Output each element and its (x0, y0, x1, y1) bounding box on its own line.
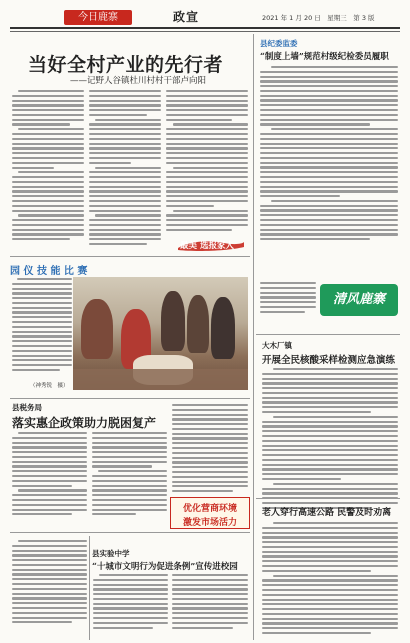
elderly-body (262, 522, 398, 637)
masthead (10, 4, 400, 44)
slogan-box (170, 497, 250, 529)
column-divider-right (253, 34, 254, 640)
discipline-body-tail (260, 282, 316, 315)
discipline-body (260, 66, 398, 243)
slogan-line-2: 激发市场活力 (182, 518, 237, 528)
bureau-headline: 落实惠企政策助力脱困复产 (12, 416, 157, 430)
school-headline: “十城市文明行为促进条例”宣传进校园 (92, 562, 238, 572)
lead-subheadline: ——记野人谷镇杜川村村干部卢向阳 (70, 76, 207, 86)
lower-left-body (12, 540, 87, 626)
campaign-stamp (176, 237, 246, 253)
discipline-headline: “制度上墙”规范村级纪检委员履职 (260, 52, 389, 62)
slogan-line-1: 优化营商环境 (182, 504, 237, 514)
divider-lead (10, 256, 250, 257)
school-body-col-1 (93, 574, 168, 631)
divider-lower-left (89, 536, 90, 640)
lead-body-col-3 (166, 90, 248, 233)
elderly-headline: 老人穿行高速公路 民警及时劝离 (262, 508, 392, 518)
bureau-body-col-2 (92, 432, 167, 518)
paper-logo: 今日鹿寨 (64, 10, 132, 25)
lead-body-col-2 (89, 90, 161, 248)
clean-government-text: 清风鹿寨 (332, 292, 385, 307)
photo-kicker: 园 仪 技 能 比 赛 (10, 266, 88, 277)
school-body-col-2 (172, 574, 248, 631)
divider-discipline (256, 334, 400, 335)
clean-government-box (320, 284, 398, 316)
divider-bureau (10, 532, 250, 533)
factory-kicker: 大木厂镇 (262, 341, 292, 350)
school-kicker: 县实验中学 (92, 549, 130, 558)
bureau-body-col-1 (12, 432, 87, 518)
divider-photo (10, 398, 250, 399)
campaign-stamp-text: 最美 选报家人 (180, 241, 234, 251)
discipline-kicker: 县纪委监委 (260, 39, 298, 48)
bureau-kicker: 县税务局 (12, 403, 42, 412)
lead-body-col-1 (12, 90, 84, 243)
masthead-rule (10, 27, 400, 29)
photo-caption (12, 278, 72, 374)
issue-dateline: 2021 年 1 月 20 日 星期三 第 3 版 (262, 14, 375, 22)
masthead-rule-thin (10, 31, 400, 32)
section-title: 政宣 (173, 10, 200, 24)
factory-headline: 开展全民核酸采样检测应急演练 (262, 355, 396, 366)
contest-photo (73, 277, 248, 390)
divider-factory (256, 498, 400, 499)
lead-headline: 当好全村产业的先行者 (28, 54, 224, 76)
photo-byline: （神秀锐 摄） (30, 383, 69, 389)
factory-body (262, 368, 398, 511)
bureau-body-col-3 (172, 404, 248, 495)
